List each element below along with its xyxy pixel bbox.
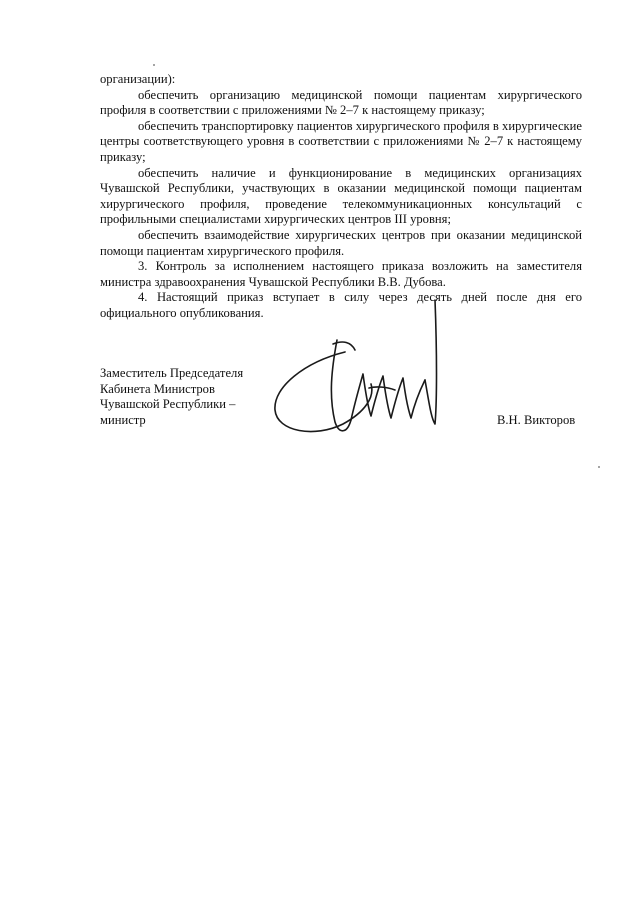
paragraph-interaction: обеспечить взаимодействие хирургических центров при оказании медицинской помощи пациентам хирургического профиля. xyxy=(100,227,582,258)
handwritten-signature xyxy=(265,292,450,442)
paragraph-transport: обеспечить транспортировку пациентов хирургического профиля в хирургические центры соответствующего уровня в соответствии с приложениями № 2–7 к настоящему приказу; xyxy=(100,118,582,164)
signatory-title-line: Кабинета Министров xyxy=(100,381,215,396)
document-body xyxy=(100,72,582,322)
signatory-name: В.Н. Викторов xyxy=(497,413,576,427)
paragraph-continuation: организации): xyxy=(100,72,176,86)
paragraph-control: 3. Контроль за исполнением настоящего приказа возложить на заместителя министра здравоохранения Чувашской Республики В.В. Дубова. xyxy=(100,259,582,289)
signatory-title-line: министр xyxy=(100,412,146,427)
paragraph-telecom: обеспечить наличие и функционирование в медицинских организациях Чувашской Республики, участвующих в оказании медицинской помощи пациентам хирургического профиля, проведение телекоммуникационных консультаций с профильными специалистами хирургических центров III уровня; xyxy=(100,165,582,227)
signatory-title-line: Чувашской Республики – xyxy=(100,397,236,412)
paragraph-effect: 4. Настоящий приказ вступает в силу через десять дней после дня его официального опубликования. xyxy=(100,290,582,320)
signatory-title-line: Заместитель Председателя xyxy=(100,366,244,380)
scan-speck xyxy=(598,466,600,468)
scan-speck xyxy=(153,64,155,66)
paragraph-medical-care: обеспечить организацию медицинской помощи пациентам хирургического профиля в соответствии с приложениями № 2–7 к настоящему приказу; xyxy=(100,87,582,118)
